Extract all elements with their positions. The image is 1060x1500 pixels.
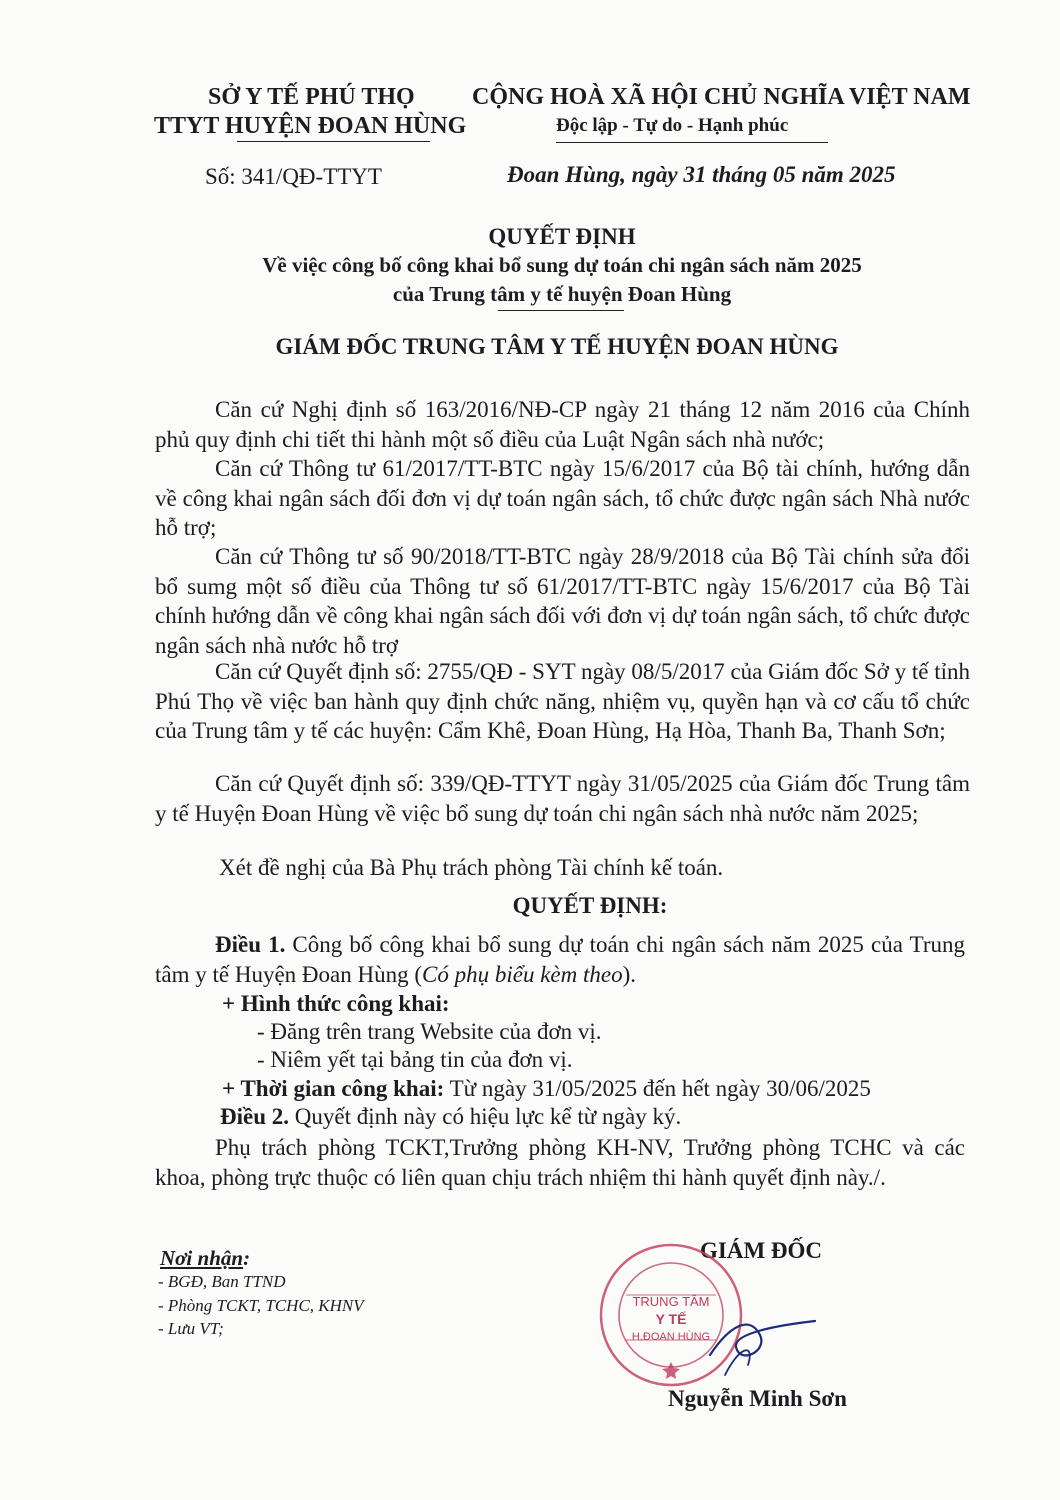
handwritten-signature-icon [640,1285,830,1395]
doc-number: Số: 341/QĐ-TTYT [205,164,382,189]
seal-line-2: Y TẾ [655,1311,687,1327]
public-time: + Thời gian công khai: Từ ngày 31/05/2025 đến hết ngày 30/06/2025 [222,1076,871,1101]
decision-title: QUYẾT ĐỊNH [488,224,636,249]
basis-3: Căn cứ Thông tư số 90/2018/TT-BTC ngày 28/9/2018 của Bộ Tài chính sửa đổi bổ sumg một số điều của Thông tư số 61/2017/TT-BTC ngày 15/6/2017 của Bộ Tài chính hướng dẫn về công khai ngân sách đối với đơn vị dự toán ngân sách, tổ chức được ngân sách nhà nước hỗ trợ [155,544,970,658]
recipient-3: - Lưu VT; [158,1319,224,1338]
agency-parent: SỞ Y TẾ PHÚ THỌ [208,84,415,110]
signer-name: Nguyễn Minh Sơn [668,1386,847,1411]
place-date: Đoan Hùng, ngày 31 tháng 05 năm 2025 [507,162,896,187]
basis-4: Căn cứ Quyết định số: 2755/QĐ - SYT ngày 08/5/2017 của Giám đốc Sở y tế tỉnh Phú Thọ về việc ban hành quy định chức năng, nhiệm vụ, quyền hạn và cơ cấu tổ chức của Trung tâm y tế các huyện: Cẩm Khê, Đoan Hùng, Hạ Hòa, Thanh Ba, Thanh Sơn; [155,659,971,743]
subject-underline [498,310,624,311]
issuing-authority: GIÁM ĐỐC TRUNG TÂM Y TẾ HUYỆN ĐOAN HÙNG [275,334,839,359]
public-form-label: + Hình thức công khai: [222,991,450,1016]
decision-subject-line2: của Trung tâm y tế huyện Đoan Hùng [392,282,732,306]
article-1: Điều 1. Công bố công khai bổ sung dự toán chi ngân sách năm 2025 của Trung tâm y tế Huyện Đoan Hùng (Có phụ biểu kèm theo). [155,932,965,987]
recipient-1: - BGĐ, Ban TTND [158,1272,286,1291]
basis-6: Xét đề nghị của Bà Phụ trách phòng Tài chính kế toán. [219,855,724,880]
public-form-item-2: - Niêm yết tại bảng tin của đơn vị. [257,1047,573,1072]
article-2: Điều 2. Quyết định này có hiệu lực kể từ ngày ký. [220,1104,682,1129]
country-name: CỘNG HOÀ XÃ HỘI CHỦ NGHĨA VIỆT NAM [472,84,971,110]
closing-paragraph: Phụ trách phòng TCKT,Trưởng phòng KH-NV, Trưởng phòng TCHC và các khoa, phòng trực thuộc có liên quan chịu trách nhiệm thi hành quyết định này./. [155,1135,965,1190]
seal-line-3: H.ĐOAN HÙNG [631,1331,711,1343]
basis-1: Căn cứ Nghị định số 163/2016/NĐ-CP ngày 21 tháng 12 năm 2016 của Chính phủ quy định chi tiết thi hành một số điều của Luật Ngân sách nhà nước; [155,397,970,452]
public-form-item-1: - Đăng trên trang Website của đơn vị. [257,1019,602,1044]
agency-name: TTYT HUYỆN ĐOAN HÙNG [154,113,467,139]
recipients-label: Nơi nhận: [160,1246,251,1270]
signer-title: GIÁM ĐỐC [700,1238,823,1263]
recipient-2: - Phòng TCKT, TCHC, KHNV [158,1296,364,1315]
decision-heading: QUYẾT ĐỊNH: [512,893,668,918]
basis-5: Căn cứ Quyết định số: 339/QĐ-TTYT ngày 31/05/2025 của Giám đốc Trung tâm y tế Huyện Đoan Hùng về việc bổ sung dự toán chi ngân sách nhà nước năm 2025; [155,771,970,826]
seal-line-1: TRUNG TÂM [632,1294,710,1309]
agency-underline [237,141,430,142]
motto-underline [556,142,828,143]
decision-subject-line1: Về việc công bố công khai bổ sung dự toán chi ngân sách năm 2025 [262,253,862,277]
motto: Độc lập - Tự do - Hạnh phúc [556,115,789,136]
basis-2: Căn cứ Thông tư 61/2017/TT-BTC ngày 15/6/2017 của Bộ tài chính, hướng dẫn về công khai ngân sách đối đơn vị dự toán ngân sách, tổ chức được ngân sách Nhà nước hỗ trợ; [155,456,970,540]
